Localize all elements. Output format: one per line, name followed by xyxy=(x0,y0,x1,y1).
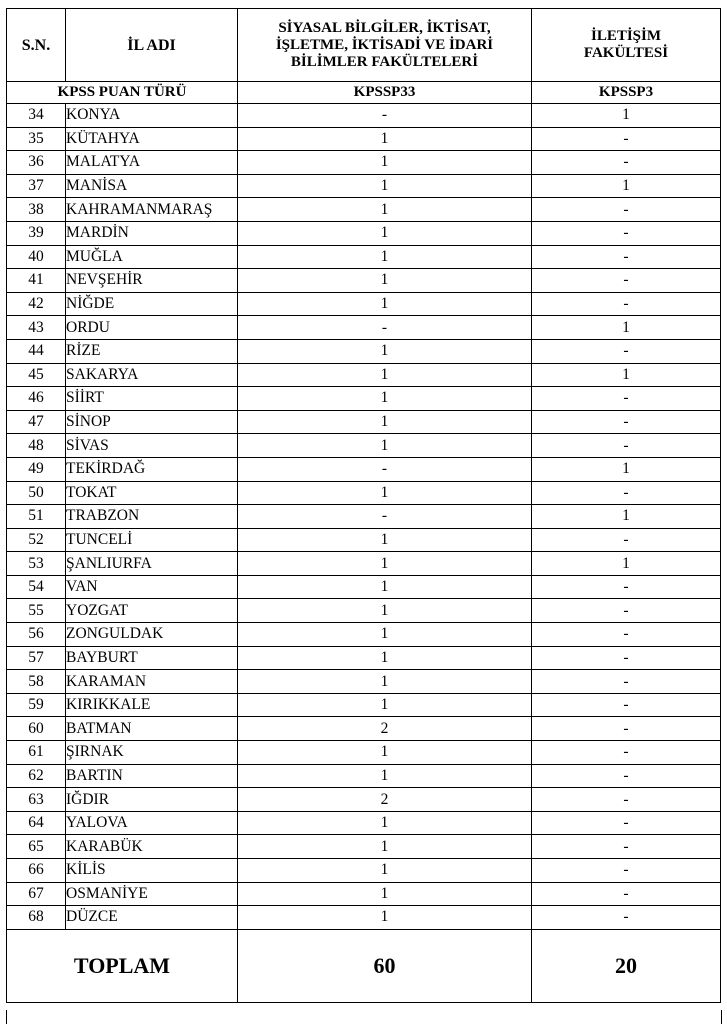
table-row xyxy=(7,292,721,316)
table-row xyxy=(7,717,721,741)
row-value-faculty-1: 1 xyxy=(238,339,532,363)
row-value-faculty-2: - xyxy=(532,410,721,434)
row-sn: 64 xyxy=(7,811,66,835)
il-adi-header: İL ADI xyxy=(66,9,238,82)
row-sn: 45 xyxy=(7,363,66,387)
row-il-name: MARDİN xyxy=(66,221,238,245)
table-row xyxy=(7,764,721,788)
row-value-faculty-2: - xyxy=(532,434,721,458)
puan-turu-row xyxy=(7,82,721,104)
table-row xyxy=(7,221,721,245)
row-value-faculty-2: - xyxy=(532,906,721,930)
table-row xyxy=(7,174,721,198)
row-value-faculty-2: - xyxy=(532,575,721,599)
table-row xyxy=(7,198,721,222)
row-il-name: KAHRAMANMARAŞ xyxy=(66,198,238,222)
table-row xyxy=(7,316,721,340)
row-value-faculty-1: 1 xyxy=(238,623,532,647)
row-value-faculty-2: - xyxy=(532,221,721,245)
row-value-faculty-2: - xyxy=(532,387,721,411)
row-sn: 34 xyxy=(7,104,66,128)
row-il-name: SAKARYA xyxy=(66,363,238,387)
row-sn: 36 xyxy=(7,151,66,175)
row-il-name: KARAMAN xyxy=(66,670,238,694)
row-sn: 46 xyxy=(7,387,66,411)
row-il-name: TUNCELİ xyxy=(66,528,238,552)
row-value-faculty-1: 1 xyxy=(238,434,532,458)
row-sn: 62 xyxy=(7,764,66,788)
row-value-faculty-2: - xyxy=(532,151,721,175)
row-value-faculty-1: 1 xyxy=(238,292,532,316)
row-il-name: BATMAN xyxy=(66,717,238,741)
row-il-name: ŞANLIURFA xyxy=(66,552,238,576)
row-value-faculty-1: 1 xyxy=(238,882,532,906)
row-value-faculty-1: 1 xyxy=(238,575,532,599)
table-row xyxy=(7,339,721,363)
row-value-faculty-2: - xyxy=(532,693,721,717)
row-sn: 44 xyxy=(7,339,66,363)
row-sn: 42 xyxy=(7,292,66,316)
row-il-name: KÜTAHYA xyxy=(66,127,238,151)
row-sn: 35 xyxy=(7,127,66,151)
puan-turu-label: KPSS PUAN TÜRÜ xyxy=(7,82,238,104)
row-il-name: SİNOP xyxy=(66,410,238,434)
row-sn: 38 xyxy=(7,198,66,222)
row-value-faculty-1: - xyxy=(238,505,532,529)
row-il-name: TEKİRDAĞ xyxy=(66,457,238,481)
faculty-header-2-line: FAKÜLTESİ xyxy=(583,45,669,61)
row-value-faculty-2: - xyxy=(532,835,721,859)
row-sn: 50 xyxy=(7,481,66,505)
row-value-faculty-1: 2 xyxy=(238,788,532,812)
row-value-faculty-2: - xyxy=(532,764,721,788)
table-row xyxy=(7,245,721,269)
table-row xyxy=(7,599,721,623)
row-value-faculty-2: - xyxy=(532,882,721,906)
row-il-name: ŞIRNAK xyxy=(66,741,238,765)
row-il-name: DÜZCE xyxy=(66,906,238,930)
table-row xyxy=(7,127,721,151)
table-row xyxy=(7,835,721,859)
row-il-name: YALOVA xyxy=(66,811,238,835)
table-row xyxy=(7,434,721,458)
row-il-name: MUĞLA xyxy=(66,245,238,269)
row-il-name: SİİRT xyxy=(66,387,238,411)
row-value-faculty-2: - xyxy=(532,717,721,741)
row-value-faculty-2: 1 xyxy=(532,104,721,128)
table-row xyxy=(7,552,721,576)
row-value-faculty-1: 1 xyxy=(238,269,532,293)
row-il-name: KARABÜK xyxy=(66,835,238,859)
row-value-faculty-2: - xyxy=(532,292,721,316)
table-row xyxy=(7,693,721,717)
row-value-faculty-1: 1 xyxy=(238,552,532,576)
row-value-faculty-1: 1 xyxy=(238,811,532,835)
row-il-name: TRABZON xyxy=(66,505,238,529)
row-value-faculty-1: 1 xyxy=(238,127,532,151)
faculty-header-1-line: BİLİMLER FAKÜLTELERİ xyxy=(290,53,479,70)
total-label: TOPLAM xyxy=(7,929,238,1002)
row-value-faculty-2: - xyxy=(532,811,721,835)
row-sn: 67 xyxy=(7,882,66,906)
row-value-faculty-2: 1 xyxy=(532,174,721,198)
row-il-name: MALATYA xyxy=(66,151,238,175)
puan-turu-col2: KPSSP3 xyxy=(532,82,721,104)
row-il-name: NİĞDE xyxy=(66,292,238,316)
row-il-name: IĞDIR xyxy=(66,788,238,812)
faculty-header-1-line: SİYASAL BİLGİLER, İKTİSAT, xyxy=(278,19,491,36)
row-sn: 39 xyxy=(7,221,66,245)
row-il-name: ORDU xyxy=(66,316,238,340)
row-sn: 47 xyxy=(7,410,66,434)
row-value-faculty-1: 1 xyxy=(238,387,532,411)
row-il-name: VAN xyxy=(66,575,238,599)
row-il-name: TOKAT xyxy=(66,481,238,505)
puan-turu-col1: KPSSP33 xyxy=(238,82,532,104)
table-row xyxy=(7,410,721,434)
total-row xyxy=(7,929,721,1002)
row-value-faculty-2: - xyxy=(532,646,721,670)
row-sn: 60 xyxy=(7,717,66,741)
row-il-name: RİZE xyxy=(66,339,238,363)
row-value-faculty-2: - xyxy=(532,269,721,293)
row-value-faculty-2: - xyxy=(532,788,721,812)
row-value-faculty-2: 1 xyxy=(532,505,721,529)
row-value-faculty-1: 1 xyxy=(238,410,532,434)
row-value-faculty-1: 1 xyxy=(238,151,532,175)
row-sn: 68 xyxy=(7,906,66,930)
row-value-faculty-2: - xyxy=(532,670,721,694)
table-body xyxy=(7,104,721,930)
faculty-header-1 xyxy=(238,9,532,82)
table-row xyxy=(7,457,721,481)
row-sn: 53 xyxy=(7,552,66,576)
row-sn: 51 xyxy=(7,505,66,529)
table-row xyxy=(7,269,721,293)
row-value-faculty-2: - xyxy=(532,528,721,552)
total-col2: 20 xyxy=(532,929,721,1002)
row-value-faculty-2: 1 xyxy=(532,316,721,340)
table-row xyxy=(7,387,721,411)
table-row xyxy=(7,623,721,647)
row-value-faculty-2: - xyxy=(532,859,721,883)
row-sn: 63 xyxy=(7,788,66,812)
row-value-faculty-1: 1 xyxy=(238,670,532,694)
row-sn: 56 xyxy=(7,623,66,647)
row-sn: 49 xyxy=(7,457,66,481)
row-il-name: BAYBURT xyxy=(66,646,238,670)
row-value-faculty-1: 1 xyxy=(238,198,532,222)
row-sn: 57 xyxy=(7,646,66,670)
table-row xyxy=(7,505,721,529)
table-row xyxy=(7,575,721,599)
table-row xyxy=(7,646,721,670)
row-value-faculty-2: - xyxy=(532,245,721,269)
table-frame-continuation xyxy=(6,1010,722,1024)
row-sn: 59 xyxy=(7,693,66,717)
row-value-faculty-2: - xyxy=(532,481,721,505)
row-value-faculty-1: 1 xyxy=(238,764,532,788)
table-row xyxy=(7,882,721,906)
table-row xyxy=(7,528,721,552)
row-value-faculty-1: 1 xyxy=(238,835,532,859)
row-sn: 43 xyxy=(7,316,66,340)
faculty-header-2-line: İLETİŞİM xyxy=(590,28,662,44)
row-value-faculty-1: 1 xyxy=(238,599,532,623)
table-row xyxy=(7,741,721,765)
table-row xyxy=(7,906,721,930)
row-value-faculty-1: - xyxy=(238,316,532,340)
row-value-faculty-1: 1 xyxy=(238,245,532,269)
row-value-faculty-1: - xyxy=(238,104,532,128)
row-sn: 58 xyxy=(7,670,66,694)
row-value-faculty-2: - xyxy=(532,623,721,647)
faculty-header-2 xyxy=(532,9,721,82)
row-il-name: NEVŞEHİR xyxy=(66,269,238,293)
row-il-name: OSMANİYE xyxy=(66,882,238,906)
row-sn: 40 xyxy=(7,245,66,269)
row-sn: 65 xyxy=(7,835,66,859)
table-row xyxy=(7,811,721,835)
table-row xyxy=(7,151,721,175)
row-value-faculty-1: 1 xyxy=(238,363,532,387)
sn-header: S.N. xyxy=(7,9,66,82)
header-row xyxy=(7,9,721,82)
quota-table xyxy=(6,8,721,1003)
row-value-faculty-1: - xyxy=(238,457,532,481)
row-sn: 37 xyxy=(7,174,66,198)
row-value-faculty-1: 1 xyxy=(238,859,532,883)
table-row xyxy=(7,788,721,812)
row-value-faculty-1: 1 xyxy=(238,906,532,930)
row-value-faculty-1: 1 xyxy=(238,646,532,670)
row-il-name: MANİSA xyxy=(66,174,238,198)
row-value-faculty-2: - xyxy=(532,198,721,222)
table-row xyxy=(7,481,721,505)
table-row xyxy=(7,363,721,387)
row-value-faculty-2: 1 xyxy=(532,552,721,576)
row-value-faculty-1: 1 xyxy=(238,741,532,765)
faculty-header-1-line: İŞLETME, İKTİSADİ VE İDARİ xyxy=(275,36,494,53)
row-value-faculty-2: 1 xyxy=(532,457,721,481)
row-sn: 52 xyxy=(7,528,66,552)
row-il-name: ZONGULDAK xyxy=(66,623,238,647)
row-sn: 48 xyxy=(7,434,66,458)
row-value-faculty-1: 1 xyxy=(238,693,532,717)
row-value-faculty-1: 1 xyxy=(238,528,532,552)
row-value-faculty-1: 1 xyxy=(238,481,532,505)
row-value-faculty-2: - xyxy=(532,741,721,765)
row-sn: 55 xyxy=(7,599,66,623)
total-col1: 60 xyxy=(238,929,532,1002)
row-il-name: KIRIKKALE xyxy=(66,693,238,717)
row-value-faculty-2: - xyxy=(532,599,721,623)
row-value-faculty-2: - xyxy=(532,127,721,151)
row-value-faculty-1: 2 xyxy=(238,717,532,741)
row-il-name: BARTIN xyxy=(66,764,238,788)
row-value-faculty-1: 1 xyxy=(238,174,532,198)
row-il-name: SİVAS xyxy=(66,434,238,458)
row-il-name: KONYA xyxy=(66,104,238,128)
table-row xyxy=(7,859,721,883)
row-value-faculty-1: 1 xyxy=(238,221,532,245)
row-il-name: KİLİS xyxy=(66,859,238,883)
row-sn: 66 xyxy=(7,859,66,883)
row-value-faculty-2: - xyxy=(532,339,721,363)
table-row xyxy=(7,104,721,128)
row-sn: 54 xyxy=(7,575,66,599)
table-row xyxy=(7,670,721,694)
row-il-name: YOZGAT xyxy=(66,599,238,623)
row-value-faculty-2: 1 xyxy=(532,363,721,387)
row-sn: 41 xyxy=(7,269,66,293)
row-sn: 61 xyxy=(7,741,66,765)
